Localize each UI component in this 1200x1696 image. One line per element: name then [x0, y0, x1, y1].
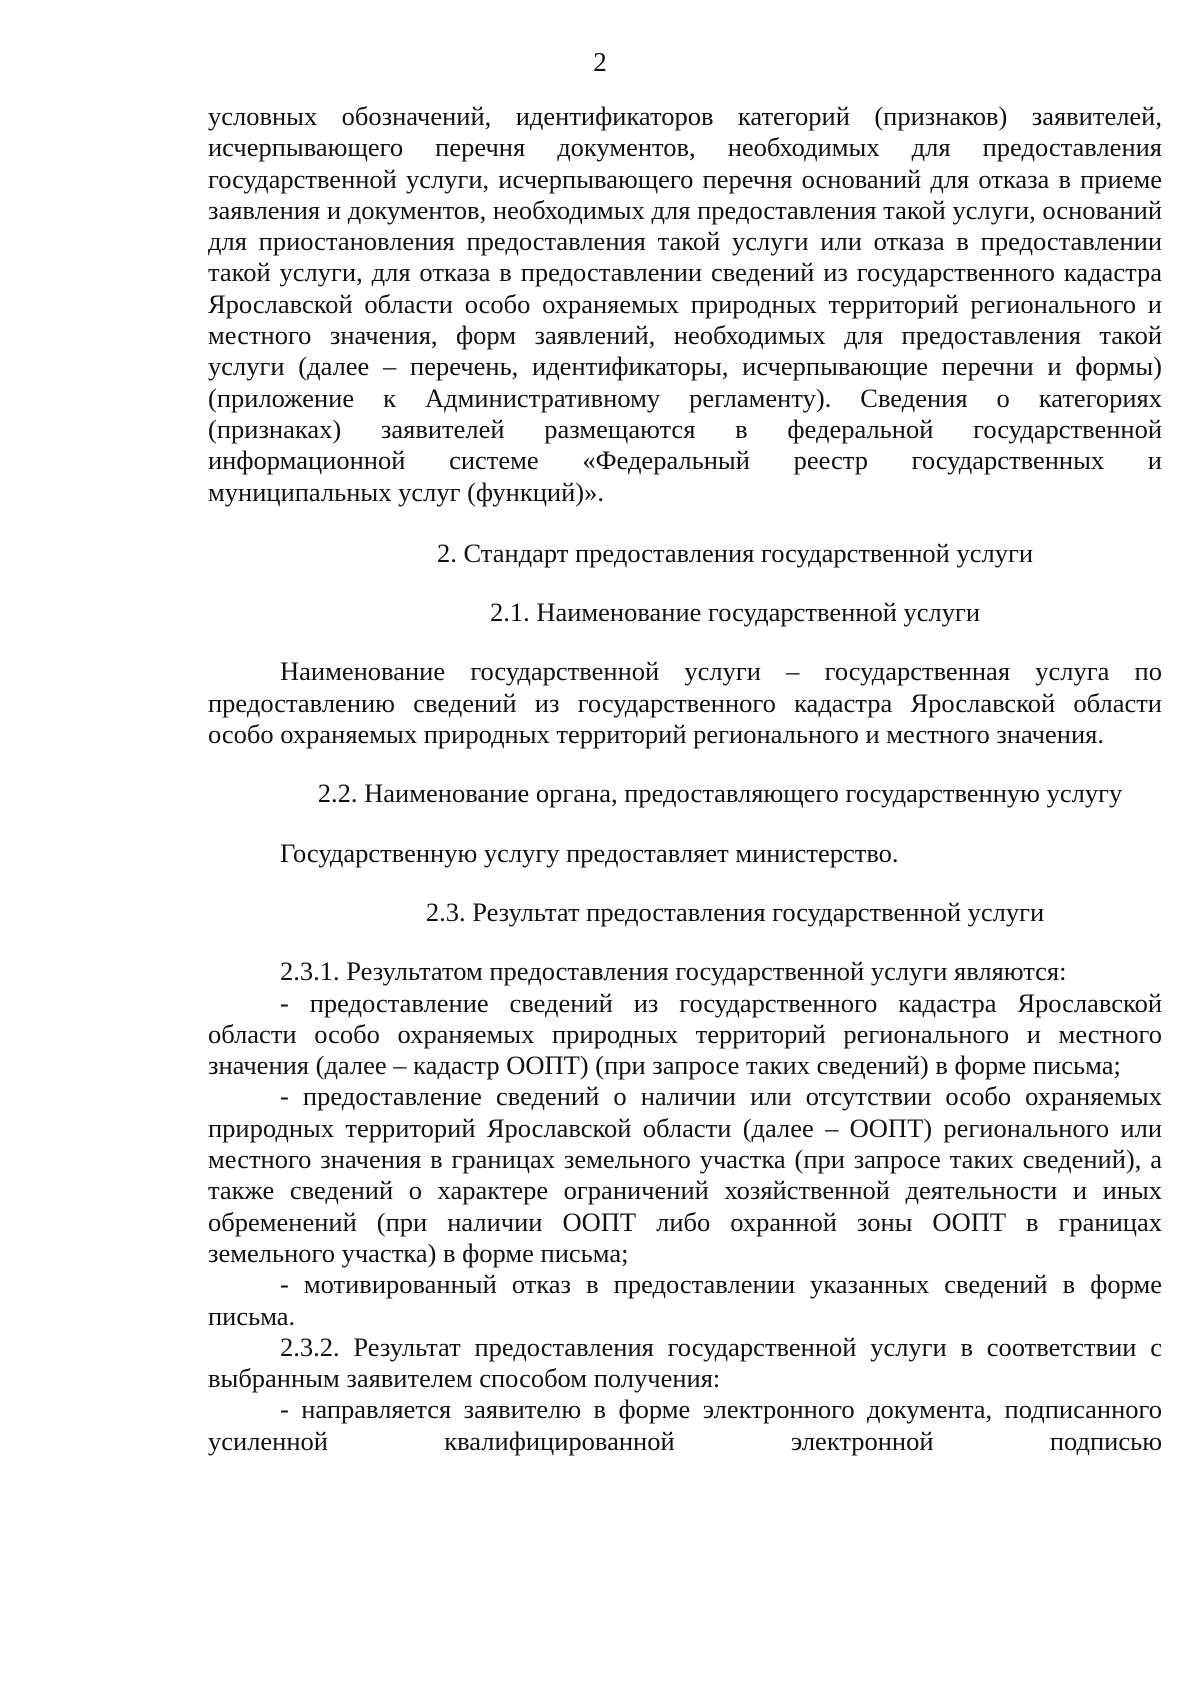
clause-paragraph: 2.3.1. Результатом предоставления государственной услуги являются:	[280, 956, 1067, 987]
subsection-heading: 2.3. Результат предоставления государственной услуги	[425, 896, 1045, 927]
spacer	[208, 928, 1162, 956]
spacer	[208, 628, 1162, 656]
intro-paragraph: условных обозначений, идентификаторов категорий (признаков) заявителей, исчерпывающего перечня документов, необходимых для предоставления государственной услуги, исчерпывающего перечня оснований для отказа в приеме заявления и документов, необходимых для предоставления такой услуги, оснований для приостановления предоставления такой услуги или отказа в предоставлении такой услуги, для отказа в предоставлении сведений из государственного кадастра Ярославской области особо охраняемых природных территорий регионального и местного значения, форм заявлений, необходимых для предоставления такой услуги (далее – перечень, идентификаторы, исчерпывающие перечни и формы) (приложение к Административному регламенту). Сведения о категориях (признаках) заявителей размещаются в федеральной государственной информационной системе «Федеральный реестр государственных и муниципальных услуг (функций)».	[208, 101, 1162, 507]
spacer	[208, 569, 1162, 597]
list-item-paragraph: - предоставление сведений из государственного кадастра Ярославской области особо охраняемых природных территорий регионального и местного значения (далее – кадастр ООПТ) (при запросе таких сведений) в форме письма;	[208, 987, 1162, 1081]
clause-paragraph: 2.3.2. Результат предоставления государственной услуги в соответствии с выбранным заявителем способом получения:	[208, 1331, 1162, 1394]
document-body	[208, 101, 1162, 1457]
subsection-paragraph: Наименование государственной услуги – государственная услуга по предоставлению сведений из государственного кадастра Ярославской области особо охраняемых природных территорий регионального и местного значения.	[208, 656, 1162, 750]
list-item-paragraph: - мотивированный отказ в предоставлении указанных сведений в форме письма.	[208, 1269, 1162, 1331]
section-heading: 2. Стандарт предоставления государственной услуги	[436, 537, 1034, 568]
spacer	[208, 750, 1162, 778]
subsection-heading: 2.2. Наименование органа, предоставляющего государственную услугу	[317, 778, 1123, 809]
spacer	[208, 508, 1162, 538]
spacer	[208, 869, 1162, 897]
subsection-heading: 2.1. Наименование государственной услуги	[489, 597, 981, 628]
list-item-paragraph: - предоставление сведений о наличии или отсутствии особо охраняемых природных территорий Ярославской области (далее – ООПТ) регионального или местного значения в границах земельного участка (при запросе таких сведений), а также сведений о характере ограничений хозяйственной деятельности и иных обременений (при наличии ООПТ либо охранной зоны ООПТ в границах земельного участка) в форме письма;	[208, 1081, 1162, 1268]
spacer	[208, 810, 1162, 838]
list-item-paragraph: - направляется заявителю в форме электронного документа, подписанного усиленной квалифицированной электронной подписью	[208, 1394, 1162, 1456]
page-number: 2	[593, 47, 607, 77]
subsection-paragraph: Государственную услугу предоставляет министерство.	[280, 837, 899, 868]
